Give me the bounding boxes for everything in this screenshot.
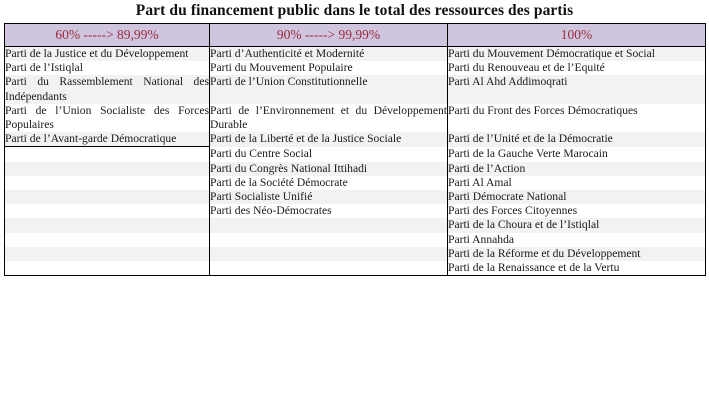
empty-cell xyxy=(5,147,210,162)
table-row xyxy=(5,176,706,190)
empty-cell xyxy=(210,233,448,247)
empty-cell xyxy=(5,247,210,261)
party-cell xyxy=(448,247,706,261)
party-name: Parti des Néo-Démocrates xyxy=(210,204,332,218)
party-cell xyxy=(448,132,706,147)
party-name: Parti Démocrate National xyxy=(448,190,567,204)
party-name: Parti de l’Avant-garde Démocratique xyxy=(5,132,177,146)
table-row xyxy=(5,162,706,176)
party-name: Parti Annahda xyxy=(448,232,515,246)
empty-cell xyxy=(210,218,448,232)
empty-cell xyxy=(5,233,210,247)
table-row xyxy=(5,132,706,147)
party-cell xyxy=(210,75,448,103)
party-cell xyxy=(5,47,210,62)
party-cell xyxy=(448,147,706,162)
party-cell xyxy=(448,218,706,232)
party-name: Parti de la Choura et de l’Istiqlal xyxy=(448,218,600,232)
table-header-row xyxy=(5,24,706,47)
table-row xyxy=(5,233,706,247)
party-name: Parti de l’Unité et de la Démocratie xyxy=(448,132,613,146)
party-cell xyxy=(5,104,210,132)
table-row xyxy=(5,61,706,75)
table-body xyxy=(5,47,706,276)
party-name: Parti du Mouvement Populaire xyxy=(210,61,353,75)
empty-cell xyxy=(5,176,210,190)
party-name: Parti de la Renaissance et de la Vertu xyxy=(448,261,620,275)
party-cell xyxy=(210,162,448,176)
empty-cell xyxy=(5,218,210,232)
party-name: Parti Al Ahd Addimoqrati xyxy=(448,75,568,89)
party-name: Parti de la Justice et du Développement xyxy=(5,47,189,60)
party-cell xyxy=(210,176,448,190)
party-name: Parti de l’Action xyxy=(448,161,526,175)
empty-cell xyxy=(210,261,448,276)
party-name: Parti de l’Union Socialiste des Forces Populaires xyxy=(5,103,209,132)
party-name: Parti du Congrès National Ittihadi xyxy=(210,161,368,175)
party-cell xyxy=(5,61,210,75)
party-cell xyxy=(5,75,210,103)
table-row xyxy=(5,75,706,103)
table-row xyxy=(5,104,706,132)
party-cell xyxy=(210,190,448,204)
party-name: Parti de la Société Démocrate xyxy=(210,175,348,189)
party-cell xyxy=(210,61,448,75)
party-name: Parti de l’Environnement et du Développement Durable xyxy=(210,103,447,132)
party-name: Parti du Renouveau et de l’Equité xyxy=(448,61,605,75)
table-row xyxy=(5,204,706,218)
party-name: Parti d’Authenticité et Modernité xyxy=(210,47,365,60)
party-cell xyxy=(448,204,706,218)
party-cell xyxy=(448,75,706,103)
table-row xyxy=(5,247,706,261)
table-row xyxy=(5,147,706,162)
empty-cell xyxy=(210,247,448,261)
table-row xyxy=(5,47,706,62)
table-row xyxy=(5,218,706,232)
party-name: Parti du Mouvement Démocratique et Social xyxy=(448,47,656,60)
party-cell xyxy=(210,132,448,147)
party-name: Parti de l’Union Constitutionnelle xyxy=(210,75,368,89)
party-name: Parti Socialiste Unifié xyxy=(210,190,313,204)
party-name: Parti Al Amal xyxy=(448,175,512,189)
table-row xyxy=(5,261,706,276)
party-cell xyxy=(210,104,448,132)
party-name: Parti des Forces Citoyennes xyxy=(448,204,578,218)
party-name: Parti de la Gauche Verte Marocain xyxy=(448,146,608,160)
party-cell xyxy=(448,261,706,276)
party-name: Parti du Centre Social xyxy=(210,146,313,160)
party-name: Parti du Rassemblement National des Indépendants xyxy=(5,75,209,103)
party-cell xyxy=(210,204,448,218)
party-cell xyxy=(448,162,706,176)
party-name: Parti du Front des Forces Démocratiques xyxy=(448,103,638,117)
party-cell xyxy=(448,61,706,75)
empty-cell xyxy=(5,162,210,176)
party-cell xyxy=(448,190,706,204)
party-name: Parti de la Liberté et de la Justice Sociale xyxy=(210,132,402,146)
party-cell xyxy=(210,147,448,162)
party-name: Parti de l’Istiqlal xyxy=(5,61,83,75)
party-name: Parti de la Réforme et du Développement xyxy=(448,246,641,260)
party-cell xyxy=(448,47,706,62)
empty-cell xyxy=(5,204,210,218)
column-header-100: 100% xyxy=(448,24,706,47)
empty-cell xyxy=(5,190,210,204)
party-cell xyxy=(210,47,448,62)
column-header-60-89: 60% -----> 89,99% xyxy=(5,24,210,47)
page-title: Part du financement public dans le total des ressources des partis xyxy=(135,2,574,19)
public-funding-share-table xyxy=(4,23,706,276)
party-cell xyxy=(448,104,706,132)
party-cell xyxy=(5,132,210,147)
table-row xyxy=(5,190,706,204)
column-header-90-99: 90% -----> 99,99% xyxy=(210,24,448,47)
party-cell xyxy=(448,176,706,190)
table-head xyxy=(5,24,706,47)
empty-cell xyxy=(5,261,210,276)
party-cell xyxy=(448,233,706,247)
